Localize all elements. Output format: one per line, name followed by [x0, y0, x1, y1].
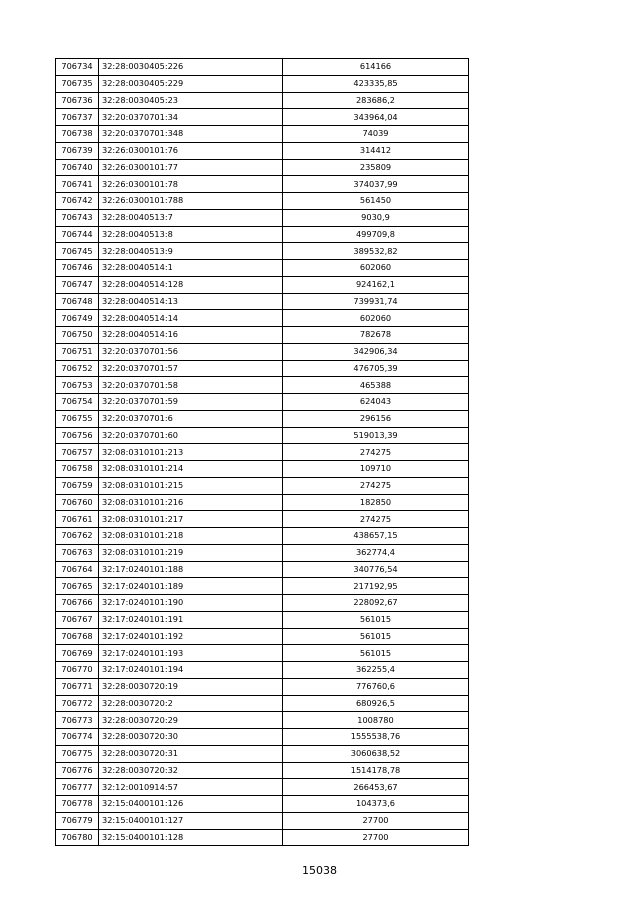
- row-value-cell: 1514178,78: [283, 762, 469, 779]
- row-value-cell: 602060: [283, 310, 469, 327]
- row-id-cell: 706752: [56, 360, 99, 377]
- table-row: [56, 528, 469, 545]
- table-row: [56, 812, 469, 829]
- row-value-cell: 342906,34: [283, 343, 469, 360]
- row-code-cell: 32:28:0040514:13: [99, 293, 283, 310]
- row-id-cell: 706777: [56, 779, 99, 796]
- row-id-cell: 706766: [56, 595, 99, 612]
- row-value-cell: 438657,15: [283, 528, 469, 545]
- row-id-cell: 706740: [56, 159, 99, 176]
- table-row: [56, 360, 469, 377]
- row-code-cell: 32:17:0240101:190: [99, 595, 283, 612]
- table-row: [56, 477, 469, 494]
- row-code-cell: 32:26:0300101:78: [99, 176, 283, 193]
- table-row: [56, 712, 469, 729]
- row-value-cell: 182850: [283, 494, 469, 511]
- row-code-cell: 32:28:0030720:19: [99, 678, 283, 695]
- row-code-cell: 32:28:0030405:229: [99, 75, 283, 92]
- table-row: [56, 695, 469, 712]
- row-code-cell: 32:28:0040514:14: [99, 310, 283, 327]
- row-code-cell: 32:28:0030405:23: [99, 92, 283, 109]
- row-value-cell: 266453,67: [283, 779, 469, 796]
- table-row: [56, 394, 469, 411]
- row-value-cell: 680926,5: [283, 695, 469, 712]
- row-id-cell: 706775: [56, 745, 99, 762]
- row-id-cell: 706768: [56, 628, 99, 645]
- row-code-cell: 32:28:0040514:1: [99, 260, 283, 277]
- row-id-cell: 706758: [56, 461, 99, 478]
- row-id-cell: 706774: [56, 729, 99, 746]
- table-row: [56, 276, 469, 293]
- table-row: [56, 729, 469, 746]
- table-row: [56, 427, 469, 444]
- row-id-cell: 706773: [56, 712, 99, 729]
- table-row: [56, 578, 469, 595]
- table-row: [56, 511, 469, 528]
- table-row: [56, 75, 469, 92]
- row-id-cell: 706750: [56, 327, 99, 344]
- row-code-cell: 32:17:0240101:194: [99, 662, 283, 679]
- row-code-cell: 32:28:0030720:29: [99, 712, 283, 729]
- row-code-cell: 32:17:0240101:193: [99, 645, 283, 662]
- row-code-cell: 32:08:0310101:216: [99, 494, 283, 511]
- row-id-cell: 706765: [56, 578, 99, 595]
- data-table: [55, 58, 469, 846]
- row-value-cell: 614166: [283, 59, 469, 76]
- row-value-cell: 3060638,52: [283, 745, 469, 762]
- row-code-cell: 32:20:0370701:348: [99, 126, 283, 143]
- row-id-cell: 706741: [56, 176, 99, 193]
- row-code-cell: 32:28:0040513:9: [99, 243, 283, 260]
- row-value-cell: 476705,39: [283, 360, 469, 377]
- row-value-cell: 296156: [283, 410, 469, 427]
- row-id-cell: 706769: [56, 645, 99, 662]
- table-row: [56, 260, 469, 277]
- row-id-cell: 706756: [56, 427, 99, 444]
- row-value-cell: 602060: [283, 260, 469, 277]
- row-code-cell: 32:20:0370701:60: [99, 427, 283, 444]
- table-row: [56, 226, 469, 243]
- row-value-cell: 739931,74: [283, 293, 469, 310]
- table-row: [56, 662, 469, 679]
- row-value-cell: 1555538,76: [283, 729, 469, 746]
- row-value-cell: 74039: [283, 126, 469, 143]
- table-row: [56, 745, 469, 762]
- row-value-cell: 561015: [283, 611, 469, 628]
- row-value-cell: 362774,4: [283, 544, 469, 561]
- row-id-cell: 706747: [56, 276, 99, 293]
- table-row: [56, 92, 469, 109]
- row-id-cell: 706743: [56, 209, 99, 226]
- row-code-cell: 32:28:0030720:30: [99, 729, 283, 746]
- row-value-cell: 1008780: [283, 712, 469, 729]
- row-id-cell: 706735: [56, 75, 99, 92]
- row-id-cell: 706736: [56, 92, 99, 109]
- table-row: [56, 829, 469, 846]
- row-code-cell: 32:20:0370701:56: [99, 343, 283, 360]
- row-value-cell: 274275: [283, 511, 469, 528]
- row-value-cell: 465388: [283, 377, 469, 394]
- row-id-cell: 706762: [56, 528, 99, 545]
- row-value-cell: 274275: [283, 477, 469, 494]
- row-value-cell: 314412: [283, 142, 469, 159]
- row-value-cell: 283686,2: [283, 92, 469, 109]
- row-id-cell: 706764: [56, 561, 99, 578]
- row-value-cell: 776760,6: [283, 678, 469, 695]
- table-row: [56, 109, 469, 126]
- row-code-cell: 32:17:0240101:192: [99, 628, 283, 645]
- table-row: [56, 595, 469, 612]
- row-value-cell: 499709,8: [283, 226, 469, 243]
- row-id-cell: 706737: [56, 109, 99, 126]
- row-code-cell: 32:20:0370701:6: [99, 410, 283, 427]
- table-row: [56, 410, 469, 427]
- row-id-cell: 706771: [56, 678, 99, 695]
- table-row: [56, 310, 469, 327]
- row-id-cell: 706751: [56, 343, 99, 360]
- row-id-cell: 706748: [56, 293, 99, 310]
- row-value-cell: 228092,67: [283, 595, 469, 612]
- table-row: [56, 645, 469, 662]
- row-id-cell: 706759: [56, 477, 99, 494]
- row-id-cell: 706742: [56, 193, 99, 210]
- table-row: [56, 243, 469, 260]
- row-code-cell: 32:17:0240101:188: [99, 561, 283, 578]
- page-number: 15038: [302, 864, 337, 877]
- row-id-cell: 706739: [56, 142, 99, 159]
- row-id-cell: 706749: [56, 310, 99, 327]
- row-code-cell: 32:15:0400101:126: [99, 796, 283, 813]
- table-row: [56, 176, 469, 193]
- row-value-cell: 423335,85: [283, 75, 469, 92]
- row-value-cell: 561015: [283, 628, 469, 645]
- table-body: [56, 59, 469, 846]
- row-id-cell: 706778: [56, 796, 99, 813]
- row-id-cell: 706754: [56, 394, 99, 411]
- row-value-cell: 343964,04: [283, 109, 469, 126]
- row-value-cell: 340776,54: [283, 561, 469, 578]
- table-row: [56, 159, 469, 176]
- row-id-cell: 706779: [56, 812, 99, 829]
- row-value-cell: 624043: [283, 394, 469, 411]
- row-value-cell: 519013,39: [283, 427, 469, 444]
- row-value-cell: 27700: [283, 812, 469, 829]
- row-id-cell: 706757: [56, 444, 99, 461]
- row-value-cell: 389532,82: [283, 243, 469, 260]
- table-row: [56, 678, 469, 695]
- row-id-cell: 706780: [56, 829, 99, 846]
- table-row: [56, 327, 469, 344]
- table-row: [56, 59, 469, 76]
- row-code-cell: 32:17:0240101:189: [99, 578, 283, 595]
- table-row: [56, 209, 469, 226]
- row-code-cell: 32:15:0400101:128: [99, 829, 283, 846]
- row-code-cell: 32:20:0370701:57: [99, 360, 283, 377]
- row-value-cell: 274275: [283, 444, 469, 461]
- row-id-cell: 706744: [56, 226, 99, 243]
- table-row: [56, 796, 469, 813]
- row-code-cell: 32:08:0310101:214: [99, 461, 283, 478]
- row-code-cell: 32:26:0300101:77: [99, 159, 283, 176]
- row-value-cell: 27700: [283, 829, 469, 846]
- row-code-cell: 32:08:0310101:215: [99, 477, 283, 494]
- row-code-cell: 32:08:0310101:218: [99, 528, 283, 545]
- table-row: [56, 343, 469, 360]
- row-code-cell: 32:28:0030720:32: [99, 762, 283, 779]
- row-value-cell: 235809: [283, 159, 469, 176]
- table-row: [56, 544, 469, 561]
- table-row: [56, 142, 469, 159]
- row-id-cell: 706767: [56, 611, 99, 628]
- table-row: [56, 494, 469, 511]
- row-value-cell: 561450: [283, 193, 469, 210]
- table-row: [56, 762, 469, 779]
- row-id-cell: 706772: [56, 695, 99, 712]
- row-value-cell: 362255,4: [283, 662, 469, 679]
- row-id-cell: 706770: [56, 662, 99, 679]
- table-row: [56, 293, 469, 310]
- row-code-cell: 32:26:0300101:788: [99, 193, 283, 210]
- row-value-cell: 109710: [283, 461, 469, 478]
- row-value-cell: 104373,6: [283, 796, 469, 813]
- table-row: [56, 461, 469, 478]
- row-code-cell: 32:08:0310101:217: [99, 511, 283, 528]
- row-code-cell: 32:12:0010914:57: [99, 779, 283, 796]
- row-value-cell: 924162,1: [283, 276, 469, 293]
- row-id-cell: 706763: [56, 544, 99, 561]
- row-code-cell: 32:26:0300101:76: [99, 142, 283, 159]
- row-code-cell: 32:28:0040513:7: [99, 209, 283, 226]
- row-code-cell: 32:08:0310101:219: [99, 544, 283, 561]
- row-id-cell: 706760: [56, 494, 99, 511]
- row-id-cell: 706761: [56, 511, 99, 528]
- table-row: [56, 126, 469, 143]
- table-row: [56, 193, 469, 210]
- row-value-cell: 217192,95: [283, 578, 469, 595]
- row-value-cell: 374037,99: [283, 176, 469, 193]
- row-value-cell: 782678: [283, 327, 469, 344]
- table-row: [56, 628, 469, 645]
- row-id-cell: 706776: [56, 762, 99, 779]
- row-code-cell: 32:17:0240101:191: [99, 611, 283, 628]
- row-code-cell: 32:15:0400101:127: [99, 812, 283, 829]
- row-code-cell: 32:20:0370701:59: [99, 394, 283, 411]
- row-code-cell: 32:28:0040513:8: [99, 226, 283, 243]
- table-row: [56, 377, 469, 394]
- table-row: [56, 444, 469, 461]
- row-code-cell: 32:28:0030720:31: [99, 745, 283, 762]
- row-code-cell: 32:28:0030405:226: [99, 59, 283, 76]
- row-code-cell: 32:28:0030720:2: [99, 695, 283, 712]
- row-id-cell: 706755: [56, 410, 99, 427]
- row-code-cell: 32:28:0040514:16: [99, 327, 283, 344]
- row-id-cell: 706746: [56, 260, 99, 277]
- row-value-cell: 561015: [283, 645, 469, 662]
- row-code-cell: 32:20:0370701:58: [99, 377, 283, 394]
- row-value-cell: 9030,9: [283, 209, 469, 226]
- table-row: [56, 561, 469, 578]
- row-id-cell: 706738: [56, 126, 99, 143]
- row-code-cell: 32:20:0370701:34: [99, 109, 283, 126]
- row-id-cell: 706753: [56, 377, 99, 394]
- row-code-cell: 32:08:0310101:213: [99, 444, 283, 461]
- row-id-cell: 706734: [56, 59, 99, 76]
- table-row: [56, 611, 469, 628]
- table-row: [56, 779, 469, 796]
- row-code-cell: 32:28:0040514:128: [99, 276, 283, 293]
- row-id-cell: 706745: [56, 243, 99, 260]
